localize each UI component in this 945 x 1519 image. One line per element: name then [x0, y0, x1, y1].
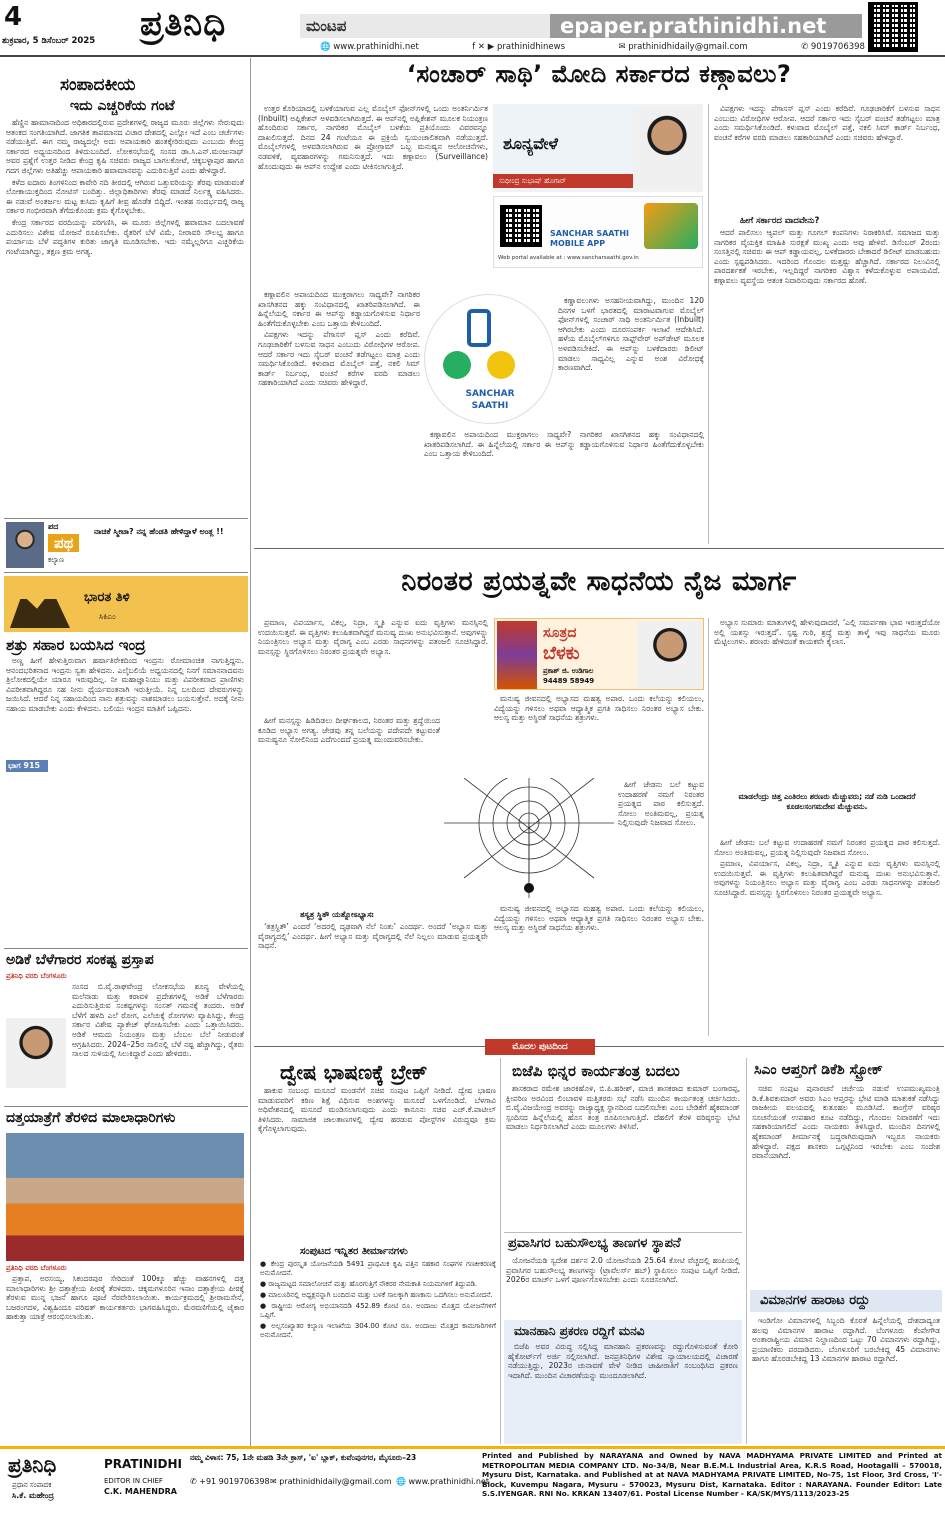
niranthara-para: ಹೀಗೆ ಜೇಡನು ಬಲೆ ಕಟ್ಟುವ ಉದಾಹರಣೆ ನಮಗೆ ನಿರಂತರ ಪ್ರಯತ್ನದ ಪಾಠ ಕಲಿಸುತ್ತದೆ. ಸೋಲು ಅಂತಿಮವಲ್ಲ, ಪ್ರಯತ್ನ ನಿಲ್ಲಿಸುವುದೇ ನಿಜವಾದ ಸೋಲು. — [618, 780, 704, 828]
chief-name-en: C.K. MAHENDRA — [104, 1487, 177, 1496]
sanchar-col3-top — [714, 104, 940, 214]
dwesha-headline: ದ್ವೇಷ ಭಾಷಣಕ್ಕೆ ಬ್ರೇಕ್ — [280, 1060, 428, 1084]
pravasi-para: ಯೋಜನೆಯಡಿ ಸ್ವದೇಶ ದರ್ಶನ 2.0 ಯೋಜನೆಯಡಿ 25.64 ಕೋಟಿ ವೆಚ್ಚದಲ್ಲಿ ಹಂಪಿಯಲ್ಲಿ ಪ್ರವಾಸಿಗರ ಬಹುಸೌಲಭ್ಯ ತಾಣಗಳನ್ನು (ಟ್ರಾವೆಲರ್ಸ್ ಹಬ್) ಸ್ಥಾಪಿಸಲು ಸಂಪುಟ ಒಪ್ಪಿಗೆ ನೀಡಿದೆ. 2026ರ ಮಾರ್ಚ್ ಒಳಗೆ ಪೂರ್ಣಗೊಳಿಸಬೇಕು ಎಂದು ಸೂಚಿಸಲಾಗಿದೆ. — [506, 1256, 740, 1285]
divider — [254, 1046, 944, 1047]
manahani-headline: ಮಾನಹಾನಿ ಪ್ರಕರಣ ರದ್ದಿಗೆ ಮನವಿ — [514, 1324, 645, 1338]
niranthara-col1-bottom — [258, 922, 488, 1034]
bullet-item: ● ಮಾಲೂರಿನಲ್ಲಿ ಅಧ್ಯಕ್ಷನನ್ನಾಗಿ ಬಂದಿರುವ ಮತ್ತು ಬಳಕೆ ಸಾಲಕ್ಕಾಗಿ ಹಣಕಾಸು ಒದಗಿಸಲು ಅನುಮೋದನೆ. — [260, 1291, 493, 1299]
chief-name: ಸಿ.ಕೆ. ಮಹೇಂದ್ರ — [12, 1491, 54, 1500]
niranthara-col3-bottom — [714, 838, 940, 1034]
niranthara-col2-side — [618, 780, 704, 900]
chief-label: ಪ್ರಧಾನ ಸಂಪಾದಕ — [12, 1481, 52, 1489]
divider — [4, 518, 248, 519]
qr-code — [868, 2, 918, 52]
continued-label: ಮೊದಲ ಪುಟದಿಂದ — [485, 1039, 595, 1055]
column-divider — [500, 1058, 501, 1444]
sanchar-headline: ‘ಸಂಚಾರ್ ಸಾಥಿ’ ಮೋದಿ ಸರ್ಕಾರದ ಕಣ್ಗಾವಲು? — [406, 60, 792, 88]
bullet-item: ● ಅಲ್ಪಸಂಖ್ಯಾತರ ಕಲ್ಯಾಣ ಇಲಾಖೆಯ 304.00 ಕೋಟಿ ರೂ. ಅಂದಾಜು ಮೊತ್ತದ ಕಾಮಗಾರಿಗಳಿಗೆ ಅನುಮೋದನೆ. — [260, 1322, 496, 1339]
bjp-body — [506, 1084, 740, 1230]
pravasi-headline: ಪ್ರವಾಸಿಗರ ಬಹುಸೌಲಭ್ಯ ತಾಣಗಳ ಸ್ಥಾಪನೆ — [508, 1236, 681, 1251]
bharata-headline: ಶತ್ರು ಸಹಾರ ಬಯಸಿದ ಇಂದ್ರ — [6, 636, 146, 654]
left-column-divider — [250, 58, 251, 1446]
footer-imprint: Printed and Published by NARAYANA and Owned by NAVA MADHYAMA PRIVATE LIMITED and Printed at METROPOLITAN MEDIA COMPANY LTD. No-34/B, Near B.E.M.L Industrial Area, K.R.S Road, Hootagalli – 570018, Mysuru Dist, Karnataka. and Published at at NAVA MADHYAMA PRIVATE LIMITED, No-75, 1st Floor, 3rd Cross, 'I'- Block, Kuvempu Nagara, Mysuru – 570023, Mysuru Dist, Karnataka. Editor : NARAYANA. Founder Editor: Late S.S.IYENGAR. RNI No. KRKAN 13407/61. Postal License Number - KA/SK/MYS/1113/2023-25 — [482, 1451, 942, 1498]
footer-logo-en: PRATINIDHI — [104, 1457, 183, 1471]
column-label-1: ಸೂತ್ರದ — [543, 625, 577, 641]
column-author: ಸುಧೀಂದ್ರ ಸುಭಾಷ್ ಹೊಗಾರ್ — [493, 174, 633, 188]
editorial-title: ಸಂಪಾದಕೀಯ — [60, 75, 136, 95]
dwesha-para: ಹಾಕುವ ಸಂಬಂಧ ಮಸೂದೆ ಮಂಡನೆಗೆ ಸಚಿವ ಸಂಪುಟ ಒಪ್ಪಿಗೆ ನೀಡಿದೆ. ದ್ವೇಷ ಭಾಷಣ ಮಾಡುವವರಿಗೆ ಕಠಿಣ ಶಿಕ್ಷೆ ವಿಧಿಸುವ ಅಂಶಗಳನ್ನು ಮಸೂದೆ ಒಳಗೊಂಡಿದೆ. ಬೆಳಗಾವಿ ಅಧಿವೇಶನದಲ್ಲಿ ಮಸೂದೆ ಮಂಡಿಸಲಾಗುವುದು ಎಂದು ಕಾನೂನು ಸಚಿವ ಎಚ್.ಕೆ.ಪಾಟೀಲ್ ತಿಳಿಸಿದರು. ಸಾಮಾಜಿಕ ಜಾಲತಾಣಗಳಲ್ಲಿ ದ್ವೇಷ ಹರಡುವ ಪೋಸ್ಟ್‌ಗಳ ವಿರುದ್ಧವೂ ಕ್ರಮ ಕೈಗೊಳ್ಳಲಾಗುವುದು. — [258, 1086, 496, 1134]
cartoon-portrait — [6, 522, 44, 568]
sanchar-para: ಉತ್ತರ ಕೊರಿಯಾದಲ್ಲಿ ಬಳಕೆಯಾಗುವ ಎಲ್ಲ ಮೊಬೈಲ್ ಫೋನ್‌ಗಳಲ್ಲಿ ಒಂದು ಅಂತರ್ನಿರ್ಮಿತ (Inbuilt) ಅಪ್ಲಿಕೇಶನ್ ಅಳವಡಿಸಲಾಗಿರುತ್ತದೆ. ಈ ಆಪ್‌ನಲ್ಲಿ ಅಪ್ಲಿಕೇಶನ್ ಮೂಲಕ ನಿಯಂತ್ರಣ ಹೊಂದಿರುವ ಸರ್ಕಾರ, ನಾಗರಿಕರ ಮೊಬೈಲ್ ಬಳಕೆಯ ಪ್ರತಿಯೊಂದು ವಿವರವನ್ನೂ ದಾಖಲಿಸುತ್ತದೆ. ದಿನದ 24 ಗಂಟೆಯೂ ಈ ಪ್ರಕ್ರಿಯೆ ಸ್ವಯಂಚಾಲಿತವಾಗಿ ನಡೆಯುತ್ತದೆ. ಮೊಬೈಲ್‌ಗಳಲ್ಲಿ ಅಳವಡಿಸಲಾಗಿರುವ ಈ ಪ್ರೋಗ್ರಾಮ್ ಒಬ್ಬ ಮನುಷ್ಯನ ಆಲೋಚನೆಗಳು, ನಡವಳಿಕೆ, ವ್ಯವಹಾರಗಳನ್ನು ಗಮನಿಸುತ್ತದೆ. ಇದು ಕಣ್ಗಾವಲು (Surveillance) ಹೊಂದುವುದು ಈ ಆಪ್‌ನ ಉದ್ದೇಶ ಎಂದು ಟೀಕಿಸಲಾಗುತ್ತಿದೆ. — [258, 104, 488, 171]
app-url: Web portal available at : www.sancharsaathi.gov.in — [498, 255, 639, 261]
niranthara-quote: ಮಾಡಲೆಂದ್ರು ಚಿತ್ತ ಎಂತಿರಲು ಶರಣರು ಮೆಚ್ಚುವರು; ನಡೆ ನುಡಿ ಒಂದಾದರೆ ಕೂಡಲಸಂಗಮದೇವ ಮೆಚ್ಚುವನು. — [738, 792, 916, 811]
column-label: ಶೂನ್ಯವೇಳೆ — [503, 134, 558, 153]
niranthara-para: ಮನುಷ್ಯ ಜೀವನದಲ್ಲಿ ಅಭ್ಯಾಸದ ಮಹತ್ವ ಅಪಾರ. ಒಂದು ಕಲೆಯನ್ನು ಕಲಿಯಲು, ವಿದ್ಯೆಯನ್ನು ಗಳಿಸಲು ಅಥವಾ ಆಧ್ಯಾತ್ಮಿಕ ಪ್ರಗತಿ ಸಾಧಿಸಲು ನಿರಂತರ ಅಭ್ಯಾಸ ಬೇಕು. ಆಲಸ್ಯ ಮತ್ತು ಅಸ್ಥಿರತೆ ಸಾಧನೆಯ ಶತ್ರುಗಳು. — [494, 694, 704, 723]
social-handle[interactable]: f ✕ ▶ prathinidhinews — [472, 42, 566, 52]
sanchar-para: ಕಣ್ಗಾವಲಿನ ಅಪಾಯದಿಂದ ಮುಕ್ತರಾಗಲು ಸಾಧ್ಯವೇ? ನಾಗರಿಕರ ಖಾಸಗಿತನದ ಹಕ್ಕು ಸಂವಿಧಾನದಲ್ಲಿ ಖಾತರಿಪಡಿಸಲಾಗಿದೆ. ಈ ಹಿನ್ನೆಲೆಯಲ್ಲಿ ಸರ್ಕಾರ ಈ ಆಪ್‌ನ್ನು ಕಡ್ಡಾಯಗೊಳಿಸುವ ನಿರ್ಧಾರ ಹಿಂತೆಗೆದುಕೊಳ್ಳಬೇಕು ಎಂಬ ಒತ್ತಾಯ ಕೇಳಿಬಂದಿದೆ. — [424, 430, 704, 459]
niranthara-para: ಹೀಗೆ ಜೇಡನು ಬಲೆ ಕಟ್ಟುವ ಉದಾಹರಣೆ ನಮಗೆ ನಿರಂತರ ಪ್ರಯತ್ನದ ಪಾಠ ಕಲಿಸುತ್ತದೆ. ಸೋಲು ಅಂತಿಮವಲ್ಲ, ಪ್ರಯತ್ನ ನಿಲ್ಲಿಸುವುದೇ ನಿಜವಾದ ಸೋಲು. — [714, 838, 940, 857]
patha-label: ಪಥ — [48, 534, 79, 552]
manahani-box — [504, 1320, 742, 1444]
bharata-sub: ಸಿಕಿಎಂ — [99, 612, 116, 621]
niranthara-para: ಪ್ರಮಾಣ, ವಿಪರ್ಯಾಸ, ವಿಕಲ್ಪ, ನಿದ್ರಾ, ಸ್ಮೃತಿ ಎನ್ನುವ ಐದು ವೃತ್ತಿಗಳು ಮನಸ್ಸಿನಲ್ಲಿ ಉದಯಿಸುತ್ತವೆ. ಈ ವೃತ್ತಿಗಳು ಕಲುಷಿತವಾಗಿದ್ದರೆ ಮನುಷ್ಯ ದುಃಖ ಅನುಭವಿಸುತ್ತಾನೆ. ಅವುಗಳನ್ನು ನಿಯಂತ್ರಿಸಲು ಅಭ್ಯಾಸ ಮತ್ತು ವೈರಾಗ್ಯ ಎಂಬ ಎರಡು ಸಾಧನಗಳನ್ನು ಪತಂಜಲಿ ಸೂಚಿಸಿದ್ದಾರೆ. ಮನಸ್ಸನ್ನು ಸ್ಥಿರಗೊಳಿಸಲು ನಿರಂತರ ಪ್ರಯತ್ನವೇ ಅಭ್ಯಾಸ. — [258, 618, 488, 656]
adike-headline: ಅಡಿಕೆ ಬೆಳೆಗಾರರ ಸಂಕಷ್ಟ ಪ್ರಸ್ತಾಪ — [6, 952, 154, 968]
cm-body — [752, 1084, 940, 1276]
app-promo — [493, 196, 703, 268]
author-photo — [633, 106, 701, 190]
spider-web-illustration — [444, 778, 614, 898]
divider — [504, 1232, 742, 1233]
pada-quote: ನಾಚಿಕೆ ಸ್ಮೀಟಾ? ನನ್ನ ಹೆಂಡತಿ ಹೇಳಿದ್ದಾಳೆ ಅಂತ್ಲ !! — [94, 527, 224, 536]
divider — [4, 1106, 248, 1107]
sanchar-col2-bottom — [424, 430, 704, 542]
divider — [4, 948, 248, 949]
cm-para: ಸಚಿವ ಸಂಪುಟ ಪುನಾರಚನೆ ಚರ್ಚೆಯ ನಡುವೆ ಉಪಮುಖ್ಯಮಂತ್ರಿ ಡಿ.ಕೆ.ಶಿವಕುಮಾರ್ ಅವರು ಸಿಎಂ ಆಪ್ತರನ್ನು ಭೇಟಿ ಮಾಡಿ ಮಾತುಕತೆ ನಡೆಸಿದ್ದು ರಾಜಕೀಯ ವಲಯದಲ್ಲಿ ಕುತೂಹಲ ಮೂಡಿಸಿದೆ. ಕಾಂಗ್ರೆಸ್ ವರಿಷ್ಠರ ಸೂಚನೆಯಂತೆ ಉಪಹಾರ ಕೂಟ ನಡೆದಿದ್ದು, ಗೊಂದಲ ನಿವಾರಣೆಗೆ ಇದು ಸಹಕಾರಿಯಾಗಲಿದೆ ಎಂದು ನಾಯಕರು ತಿಳಿಸಿದ್ದಾರೆ. ಮುಂದಿನ ದಿನಗಳಲ್ಲಿ ಹೈಕಮಾಂಡ್ ತೀರ್ಮಾನಕ್ಕೆ ಬದ್ಧರಾಗಿರುವುದಾಗಿ ಇಬ್ಬರೂ ನಾಯಕರು ಹೇಳಿದ್ದಾರೆ. ಪಕ್ಷದ ಶಾಸಕರು ಒಗ್ಗಟ್ಟಿನಿಂದ ಇರಬೇಕು ಎಂಬ ಸಂದೇಶ ರವಾನೆಯಾಗಿದೆ. — [752, 1084, 940, 1161]
bharata-para: ಅಣ್ಣ ಹೀಗೆ ಹೇಳುತ್ತಿರುವಾಗ ಹರ್ಷಾತಿರೇಕದಿಂದ ಇಂದ್ರನು ರೋಮಾಂಚಿತ ನಾಗುತ್ತಿದ್ದನು. ಆನಂದಭರಿತನಾದ ಇಂದ್ರನು ಸ್ವತಃ ಹೇಳಿದನು. ಎಲೈಬಲಿಯೆ ಅಧ್ಯಯನದಲ್ಲಿ ನಿನಗೆ ಸಮಾನನಾದವನು ತ್ರಿಲೋಕದಲ್ಲಿಯೇ ಯಾರೂ ಇರುವುದಿಲ್ಲ. ನೀ ಮಹಾಜ್ಞಾನಿಯು ಮತ್ತು ವಿಪರೀತವಾದ ಪ್ರಾಣಿಗಳು ವಿಪರೀತವಾಗಿದ್ದರೂ ಸಹ ನೀನು ಧೈರ್ಯವಂತನಾಗಿ ಇರುತ್ತೀಯೆ. ನಿನ್ನ ಬಲದಿಂದ ದೇವರುಗಳನ್ನು ಜಯಿಸಿದೆ. ಆದರೆ ನಿನ್ನ ಸಹಾಯದಿಂದ ನಾನು ಶತ್ರುವನ್ನು ನಾಶಮಾಡಲು ಬಯಸುತ್ತೇನೆ. ಅದಕ್ಕೆ ನೀನು ಸಹಾಯ ಮಾಡಬೇಕು ಎಂದು ಕೇಳಿದನು. ಬಲಿಯು ಇಂದ್ರನ ಮಾತಿಗೆ ಒಪ್ಪಿದನು. — [6, 656, 244, 713]
sanchar-subhead: ಹೀಗೆ ಸರ್ಕಾರದ ವಾದವೇನು? — [740, 216, 820, 226]
sanchar-logo — [424, 294, 554, 424]
adike-para: ಸಂಸದ ಬಿ.ವೈ.ರಾಘವೇಂದ್ರ ಲೋಕಸಭೆಯ ಶೂನ್ಯ ವೇಳೆಯಲ್ಲಿ ಮಲೆನಾಡು ಮತ್ತು ಕರಾವಳಿ ಪ್ರದೇಶಗಳಲ್ಲಿ ಅಡಿಕೆ ಬೆಳೆಗಾರರು ಎದುರಿಸುತ್ತಿರುವ ಸಂಕಷ್ಟಗಳನ್ನು ಸಂಸತ್ ಗಮನಕ್ಕೆ ತಂದರು. ಅಡಿಕೆ ಬೆಳೆಗೆ ಹಳದಿ ಎಲೆ ರೋಗ, ಎಲೆಚುಕ್ಕೆ ರೋಗಗಳು ವ್ಯಾಪಿಸಿದ್ದು, ಕೇಂದ್ರ ಸರ್ಕಾರ ವಿಶೇಷ ಪ್ಯಾಕೇಜ್ ಘೋಷಿಸಬೇಕು ಎಂದು ಒತ್ತಾಯಿಸಿದರು. ಅಡಿಕೆ ಆಮದು ನಿಯಂತ್ರಣ ಮತ್ತು ಬೆಂಬಲ ಬೆಲೆ ನೀಡುವಂತೆ ಆಗ್ರಹಿಸಿದರು. 2024–25ರ ಸಾಲಿನಲ್ಲಿ ಬೆಳೆ ನಷ್ಟ ಹೆಚ್ಚಾಗಿದ್ದು, ರೈತರು ಸಾಲದ ಸುಳಿಯಲ್ಲಿ ಸಿಲುಕಿದ್ದಾರೆ ಎಂದು ಹೇಳಿದರು. — [72, 982, 244, 1059]
niranthara-col1-mid — [258, 716, 440, 906]
author-photo — [637, 621, 703, 689]
pada-label: ಪದ — [48, 522, 59, 531]
sanchar-para: ವಿಪಕ್ಷಗಳು ಇದನ್ನು ಪೆಗಾಸಸ್ ಪ್ಲಸ್ ಎಂದು ಕರೆದಿವೆ. ಗೂಢಚಾರಿಕೆಗೆ ಬಳಸುವ ಸಾಧನ ಎಂಬುದು ವಿರೋಧಿಗಳ ಆರೋಪ. ಆದರೆ ಸರ್ಕಾರ ಇದು ಸೈಬರ್ ವಂಚನೆ ತಡೆಗಟ್ಟಲು ಮಾತ್ರ ಎಂದು ಸಮರ್ಥಿಸಿಕೊಂಡಿದೆ. ಕಳುವಾದ ಮೊಬೈಲ್ ಪತ್ತೆ, ನಕಲಿ ಸಿಮ್ ಕಾರ್ಡ್ ನಿರ್ಬಂಧ, ವಂಚನೆ ಕರೆಗಳ ವರದಿ ಮಾಡಲು ಸಹಕಾರಿಯಾಗಿದೆ ಎಂದು ಸಚಿವರು ಹೇಳಿದ್ದಾರೆ. — [714, 104, 940, 142]
sanchar-col2 — [558, 296, 704, 430]
bharata-body — [6, 656, 244, 946]
column-banner — [494, 618, 704, 690]
editorial-para: ಹೆಣ್ಣಿನ ಹಾಮಾನಾದಿಂದ ಅಧಿಕಾರದಲ್ಲಿರುವ ಪ್ರದೇಶಗಳಲ್ಲಿ ರಾಜ್ಯದ ಮೂರು ಜಿಲ್ಲೆಗಳು ಸೇರುವುದು ಆತಂಕದ ಸಂಗತಿಯಾಗಿದೆ. ಜಾಗತಿಕ ತಾಪಮಾನದ ವಿಚಾರ ದೇಶದಲ್ಲಿ ಎಲ್ಲೋ ಇದೆ ಎಂಬ ಚರ್ಚೆಗಳು ನಡೆಯುತ್ತಿವೆ. ಈಗ ನಮ್ಮ ರಾಜ್ಯದಲ್ಲೇ ಅದು ಅಪಾಯಕಾರಿ ಹಂತಕ್ಕೇರಿರುವುದು ಎಂಬುದು ಕೇಂದ್ರ ಸರ್ಕಾರದ ಅಧ್ಯಯನದಿಂದ ತಿಳಿದುಬಂದಿದೆ. ಲೋಕಸಭೆಯಲ್ಲಿ ಸಂಸದ ಡಾ.ಸಿ.ಎನ್.ಮಂಜುನಾಥ್ ಅವರ ಪ್ರಶ್ನೆಗೆ ಉತ್ತರ ನೀಡಿದ ಕೇಂದ್ರ ಕೃಷಿ ಸಚಿವರು ರಾಜ್ಯದ ಬಾಗಲಕೋಟೆ, ಚಿಕ್ಕಬಳ್ಳಾಪುರ ಹಾಗೂ ಗದಗ ಜಿಲ್ಲೆಗಳು ಅತಿಹೆಚ್ಚು ಆಪಾಯಕಾರಿ ಹವಾಮಾನವನ್ನು ಎದುರಿಸುತ್ತಿವೆ ಎಂದು ಹೇಳಿದ್ದಾರೆ. — [6, 118, 244, 175]
logo-text-saathi: SAATHI — [471, 401, 509, 411]
spider-web-icon — [444, 778, 614, 898]
sanchar-para: ಕಣ್ಗಾವಲಿನ ಅಪಾಯದಿಂದ ಮುಕ್ತರಾಗಲು ಸಾಧ್ಯವೇ? ನಾಗರಿಕರ ಖಾಸಗಿತನದ ಹಕ್ಕು ಸಂವಿಧಾನದಲ್ಲಿ ಖಾತರಿಪಡಿಸಲಾಗಿದೆ. ಈ ಹಿನ್ನೆಲೆಯಲ್ಲಿ ಸರ್ಕಾರ ಈ ಆಪ್‌ನ್ನು ಕಡ್ಡಾಯಗೊಳಿಸುವ ನಿರ್ಧಾರ ಹಿಂತೆಗೆದುಕೊಳ್ಳಬೇಕು ಎಂಬ ಒತ್ತಾಯ ಕೇಳಿಬಂದಿದೆ. — [258, 290, 420, 328]
bjp-para: ಶಾಸಕರಾದ ರಮೇಶ ಜಾರಕಿಹೊಳಿ, ಬಿ.ಪಿ.ಹರೀಶ್, ಮಾಜಿ ಶಾಸಕರಾದ ಕುಮಾರ್ ಬಂಗಾರಪ್ಪ, ಕ್ಷೀಪರಿಣ ಅರವಿಂದ ಲಿಂಬಾವಳಿ ಮತ್ತಿತರರು ಸಭೆ ನಡೆಸಿ ಮುಂದಿನ ಕಾರ್ಯತಂತ್ರ ಚರ್ಚಿಸಿದರು. ಬಿ.ವೈ.ವಿಜಯೇಂದ್ರ ಅವರನ್ನು ರಾಜ್ಯಾಧ್ಯಕ್ಷ ಸ್ಥಾನದಿಂದ ಬದಲಿಸಬೇಕು ಎಂಬ ಬೇಡಿಕೆಗೆ ಹೈಕಮಾಂಡ್ ಸ್ಪಂದಿಸದ ಹಿನ್ನೆಲೆಯಲ್ಲಿ ಹೊಸ ತಂತ್ರ ರೂಪಿಸಲಾಗುತ್ತಿದೆ. ದೆಹಲಿಗೆ ತೆರಳಿ ವರಿಷ್ಠರನ್ನು ಭೇಟಿ ಮಾಡಲು ನಿರ್ಧರಿಸಲಾಗಿದೆ ಎಂದು ಮೂಲಗಳು ತಿಳಿಸಿವೆ. — [506, 1084, 740, 1132]
sanchar-col3 — [714, 228, 940, 542]
niranthara-col1-top — [258, 618, 488, 714]
niranthara-col3-top — [714, 618, 940, 788]
niranthara-para: ‘ತತ್ರಸ್ಥಿತೌ’ ಎಂದರೆ ‘ಅದರಲ್ಲಿ ದೃಢವಾಗಿ ನೆಲೆ ನಿಂತು’ ಎಂದರ್ಥ. ಅಂದರೆ ‘ಅಭ್ಯಾಸ ಮತ್ತು ವೈರಾಗ್ಯದಲ್ಲಿ’ ಎಂದರ್ಥ. ಹೀಗೆ ಅಭ್ಯಾಸ ಮತ್ತು ವೈರಾಗ್ಯದಲ್ಲಿ ನೆಲೆ ನಿಲ್ಲಲು ಮಾಡುವ ಪ್ರಯತ್ನವೇ ಸಾಧನೆ. — [258, 922, 488, 951]
datta-para: ಪ್ರತ್ತಾಪ, ಅರಸಯ್ಯ, ಸಿಕಂದರಪುರ ಸೇರಿದಂತೆ 100ಕ್ಕೂ ಹೆಚ್ಚು ವಾಹನಗಳಲ್ಲಿ ದತ್ತ ಮಾಲಾಧಾರಿಗಳು ಶ್ರೀ ದತ್ತಾತ್ರೇಯ ಪೀಠಕ್ಕೆ ತೆರಳಿದರು. ಚಿಕ್ಕಮಗಳೂರಿನ ಇನಾಂ ದತ್ತಾತ್ರೇಯ ಪೀಠಕ್ಕೆ ತೆರಳುವ ಮುನ್ನ ಭಜನೆ ಹಾಗೂ ಪೂಜೆ ನೆರವೇರಿಸಲಾಯಿತು. ಕಾರ್ಯಕ್ರಮದಲ್ಲಿ ಶ್ರೀರಾಮಸೇನೆ, ಬಜರಂಗದಳ, ವಿಶ್ವಹಿಂದೂ ಪರಿಷತ್ ಕಾರ್ಯಕರ್ತರು ಭಾಗವಹಿಸಿದ್ದರು. ಮೆರವಣಿಗೆಯಲ್ಲಿ ಜೈಕಾರ ಹಾಕುತ್ತಾ ಯಾತ್ರೆ ಆರಂಭಿಸಲಾಯಿತು. — [6, 1274, 244, 1322]
niranthara-para: ಹೀಗೆ ಮನಸ್ಸನ್ನು ಹಿಡಿದಿಡಲು ದೀರ್ಘಕಾಲದ, ನಿರಂತರ ಮತ್ತು ಶ್ರದ್ಧೆಯಿಂದ ಕೂಡಿದ ಅಭ್ಯಾಸ ಅಗತ್ಯ. ಜೇಡವು ತನ್ನ ಬಲೆಯನ್ನು ಪದೇಪದೇ ಕಟ್ಟುವಂತೆ ಮನುಷ್ಯನೂ ಸೋಲಿನಿಂದ ಎದೆಗುಂದದೆ ಪ್ರಯತ್ನ ಮುಂದುವರಿಸಬೇಕು. — [258, 716, 440, 745]
footer-web[interactable]: 🌐 www.prathinidhi.net — [396, 1477, 489, 1486]
dwesha-body — [258, 1086, 496, 1244]
bullet-item: ● ರಾಜ್ಯಮಟ್ಟದ ಸಮಾಲೋಚನೆ ಮತ್ತು ಹೊರಗುತ್ತಿಗೆ ನೌಕರರ ನೇಮಕಾತಿ ನಿಯಮಗಳಿಗೆ ತಿದ್ದುಪಡಿ. — [260, 1280, 478, 1288]
page-number: 4 — [4, 2, 23, 32]
section-name: ಮಂಟಪ — [306, 17, 347, 35]
editorial-para: ಕಳೆದ ಐದಾರು ತಿಂಗಳಿನಿಂದ ಕಾವೇರಿ ನದಿ ತೀರದಲ್ಲಿ ಆಗಿರುವ ಒತ್ತುವರಿಯನ್ನು ತೆರವು ಮಾಡುವಂತೆ ಲೋಕಾಯುಕ್ತದಿಂದ ನೋಟಿಸ್ ಬಂದಿತ್ತು. ಜಿಲ್ಲಾಧಿಕಾರಿಗಳು ತೆರವು ಮಾಡದೆ ನಿರ್ಲಕ್ಷ್ಯ ವಹಿಸಿದರು. ಈ ನಡುವೆ ಅಂತರ್ಜಲ ಮಟ್ಟ ಕುಸಿದು ಕೃಷಿಗೆ ತೀವ್ರ ಹೊಡೆತ ಬಿದ್ದಿದೆ. ಇಂತಹ ಸಂದರ್ಭದಲ್ಲಿ ರಾಜ್ಯ ಸರ್ಕಾರ ಗಂಭೀರವಾಗಿ ತೆಗೆದುಕೊಂಡು ಕ್ರಮ ಕೈಗೊಳ್ಳಬೇಕು. — [6, 177, 244, 216]
issue-date: ಶುಕ್ರವಾರ, 5 ಡಿಸೆಂಬರ್ 2025 — [2, 36, 96, 46]
phone-icon — [467, 309, 491, 347]
footer — [0, 1446, 945, 1519]
bharata-title: ಭಾರತ ತಿಳಿ — [84, 590, 130, 605]
logo-text-sanchar: SANCHAR — [465, 389, 515, 399]
divider — [254, 548, 944, 549]
person-green-icon — [443, 351, 471, 379]
footer-address: ನಮ್ಮ ವಿಳಾಸ: 75, 1ನೇ ಮಹಡಿ 3ನೇ ಕ್ರಾಸ್, 'ಐ' ಬ್ಲಾಕ್, ಕುವೆಂಪುನಗರ, ಮೈಸೂರು–23 — [190, 1453, 417, 1462]
niranthara-col2-top — [494, 694, 704, 778]
datta-procession-photo — [6, 1133, 244, 1261]
bharata-banner — [4, 576, 248, 632]
sanchar-col1-bottom — [258, 290, 420, 540]
chariot-silhouette-icon — [10, 580, 70, 628]
sanchar-col1-top — [258, 104, 488, 288]
footer-phone: ✆ +91 9019706398 — [190, 1477, 270, 1486]
niranthara-subhead: ತಸ್ಯತ್ರ ಸ್ಥಿತೌ ಯತ್ನೋಽಭ್ಯಾಸಃ — [300, 910, 374, 919]
footer-logo: ಪ್ರತಿನಿಧಿ — [8, 1453, 57, 1477]
app-subtitle: MOBILE APP — [550, 239, 606, 248]
cm-headline: ಸಿಎಂ ಆಪ್ತರಿಗೆ ಡಿಕೆಶಿ ಸ್ಟ್ರೋಕ್ — [754, 1062, 883, 1078]
bjp-headline: ಬಿಜೆಪಿ ಭಿನ್ನರ ಕಾರ್ಯತಂತ್ರ ಬದಲು — [512, 1062, 680, 1080]
epaper-url[interactable]: epaper.prathinidhi.net — [550, 14, 862, 38]
manahani-body — [508, 1342, 738, 1442]
vimana-headline: ವಿಮಾನಗಳ ಹಾರಾಟ ರದ್ದು — [760, 1293, 870, 1308]
masthead-logo: ಪ್ರತಿನಿಧಿ — [140, 4, 227, 44]
sanchar-para: ವಿಪಕ್ಷಗಳು ಇದನ್ನು ಪೆಗಾಸಸ್ ಪ್ಲಸ್ ಎಂದು ಕರೆದಿವೆ. ಗೂಢಚಾರಿಕೆಗೆ ಬಳಸುವ ಸಾಧನ ಎಂಬುದು ವಿರೋಧಿಗಳ ಆರೋಪ. ಆದರೆ ಸರ್ಕಾರ ಇದು ಸೈಬರ್ ವಂಚನೆ ತಡೆಗಟ್ಟಲು ಮಾತ್ರ ಎಂದು ಸಮರ್ಥಿಸಿಕೊಂಡಿದೆ. ಕಳುವಾದ ಮೊಬೈಲ್ ಪತ್ತೆ, ನಕಲಿ ಸಿಮ್ ಕಾರ್ಡ್ ನಿರ್ಬಂಧ, ವಂಚನೆ ಕರೆಗಳ ವರದಿ ಮಾಡಲು ಸಹಕಾರಿಯಾಗಿದೆ ಎಂದು ಸಚಿವರು ಹೇಳಿದ್ದಾರೆ. — [258, 330, 420, 388]
adike-byline: ಪ್ರತಿನಿಧಿ ವರದಿ ಬೆಂಗಳೂರು — [6, 972, 67, 980]
column-author: ಪ್ರಕಾಶ್ ಜಿ. ಉಡಿಗಾಲ — [543, 667, 594, 675]
niranthara-para: ಅಭ್ಯಾಸ ಸುಮಾರು ಮಾತುಗಳಲ್ಲಿ ಹೇಳುವುದಾದರೆ, ‘ಎಲ್ಲಿ ಸಮರ್ಪಣಾ ಭಾವ ಇರುತ್ತದೆಯೋ ಅಲ್ಲಿ ಯಶಸ್ಸು ಇರುತ್ತದೆ’. ಸ್ಪಷ್ಟ ಗುರಿ, ಶ್ರದ್ಧೆ ಮತ್ತು ತಾಳ್ಮೆ ಇವು ಸಾಧನೆಯ ಮೂರು ಮೆಟ್ಟಿಲುಗಳು. ಶರಣರು ಹೇಳಿದಂತೆ ಕಾಯಕವೇ ಕೈಲಾಸ. — [714, 618, 940, 647]
column-divider — [708, 618, 709, 1036]
person-yellow-icon — [487, 351, 515, 379]
pada-author: ಕಲ್ಯಾಣ — [48, 556, 65, 564]
sanchar-col2-top — [493, 272, 703, 292]
footer-email[interactable]: ✉ prathinidhidaily@gmail.com — [270, 1477, 392, 1486]
niranthara-headline: ನಿರಂತರ ಪ್ರಯತ್ನವೇ ಸಾಧನೆಯ ನೈಜ ಮಾರ್ಗ — [401, 566, 797, 597]
section-band — [300, 14, 550, 38]
bullet-item: ● ಕೇಂದ್ರ ಪುರಸ್ಕೃತ ಯೋಜನೆಯಡಿ 5491 ಪ್ರಾಥಮಿಕ ಕೃಷಿ ಪತ್ತಿನ ಸಹಕಾರ ಸಂಘಗಳ ಗಣಕೀಕರಣಕ್ಕೆ ಅನುಮೋದನೆ. — [260, 1260, 496, 1277]
niranthara-para: ಪ್ರಮಾಣ, ವಿಪರ್ಯಾಸ, ವಿಕಲ್ಪ, ನಿದ್ರಾ, ಸ್ಮೃತಿ ಎನ್ನುವ ಐದು ವೃತ್ತಿಗಳು ಮನಸ್ಸಿನಲ್ಲಿ ಉದಯಿಸುತ್ತವೆ. ಈ ವೃತ್ತಿಗಳು ಕಲುಷಿತವಾಗಿದ್ದರೆ ಮನುಷ್ಯ ದುಃಖ ಅನುಭವಿಸುತ್ತಾನೆ. ಅವುಗಳನ್ನು ನಿಯಂತ್ರಿಸಲು ಅಭ್ಯಾಸ ಮತ್ತು ವೈರಾಗ್ಯ ಎಂಬ ಎರಡು ಸಾಧನಗಳನ್ನು ಪತಂಜಲಿ ಸೂಚಿಸಿದ್ದಾರೆ. ಮನಸ್ಸನ್ನು ಸ್ಥಿರಗೊಳಿಸಲು ನಿರಂತರ ಪ್ರಯತ್ನವೇ ಅಭ್ಯಾಸ. — [714, 859, 940, 897]
sanchar-para: ಕಣ್ಣಾವಲುಗಳು ಅಸಹನೀಯವಾಗಿದ್ದು, ಮುಂದಿನ 120 ದಿನಗಳ ಒಳಗೆ ಭಾರತದಲ್ಲಿ ಮಾರಾಟವಾಗುವ ಮೊಬೈಲ್ ಫೋನ್‌ಗಳಲ್ಲಿ ಸಂಚಾರ್ ಸಾಥಿ ಅಂತರ್ನಿರ್ಮಿತ (Inbuilt) ಆಗಿರಬೇಕು ಎಂದು ದೂರಸಂಪರ್ಕ ಇಲಾಖೆ ಆದೇಶಿಸಿದೆ. ಹಳೆಯ ಮೊಬೈಲ್‌ಗಳಿಗೂ ಸಾಫ್ಟ್‌ವೇರ್ ಅಪ್‌ಡೇಟ್ ಮೂಲಕ ಅಳವಡಿಸಬೇಕಿದೆ. ಈ ಆಪ್‌ನ್ನು ಬಳಕೆದಾರರು ಡಿಲೀಟ್ ಮಾಡಲು ಸಾಧ್ಯವಿಲ್ಲ ಎನ್ನುವ ಅಂಶ ವಿರೋಧಕ್ಕೆ ಕಾರಣವಾಗಿದೆ. — [558, 296, 704, 373]
phone-number: ✆ 9019706398 — [801, 42, 865, 52]
website-link[interactable]: 🌐 www.prathinidhi.net — [320, 42, 419, 52]
editorial-para: ಕೇಂದ್ರ ಸರ್ಕಾರದ ವರದಿಯನ್ನು ಪರಿಗಣಿಸಿ, ಈ ಮೂರು ಜಿಲ್ಲೆಗಳಲ್ಲಿ ಹವಾಮಾನ ಬದಲಾವಣೆ ಎದುರಿಸಲು ವಿಶೇಷ ಯೋಜನೆ ರೂಪಿಸಬೇಕು. ರೈತರಿಗೆ ಬೆಳೆ ವಿಮೆ, ನೀರಾವರಿ ಸೌಲಭ್ಯ ಹಾಗೂ ಪರ್ಯಾಯ ಬೆಳೆ ಪದ್ಧತಿಗಳ ಕುರಿತು ಜಾಗೃತಿ ಮೂಡಿಸಬೇಕು. ಇದು ನಮ್ಮೆಲ್ಲರಿಗೂ ಎಚ್ಚರಿಕೆಯ ಗಂಟೆಯಾಗಿದ್ದು, ತಕ್ಷಣ ಕ್ರಮ ಅಗತ್ಯ. — [6, 217, 244, 256]
manahani-para: ಬಿಜೆಪಿ ಅವರ ವಿರುದ್ಧ ಸಲ್ಲಿಸಿದ್ದ ಮಾನಹಾನಿ ಪ್ರಕರಣವನ್ನು ರದ್ದುಗೊಳಿಸುವಂತೆ ಕೋರಿ ಹೈಕೋರ್ಟ್‌ಗೆ ಅರ್ಜಿ ಸಲ್ಲಿಸಲಾಗಿದೆ. ಜನಪ್ರತಿನಿಧಿಗಳ ವಿಶೇಷ ನ್ಯಾಯಾಲಯದಲ್ಲಿ ವಿಚಾರಣೆ ನಡೆಯುತ್ತಿದ್ದು, 2023ರ ಚುನಾವಣೆ ವೇಳೆ ನೀಡಿದ ಜಾಹೀರಾತಿಗೆ ಸಂಬಂಧಿಸಿದ ಪ್ರಕರಣ ಇದಾಗಿದೆ. ಮುಂದಿನ ವಿಚಾರಣೆಯನ್ನು ಮುಂದೂಡಲಾಗಿದೆ. — [508, 1342, 738, 1380]
email-link[interactable]: ✉ prathinidhidaily@gmail.com — [618, 42, 748, 52]
vimana-body — [752, 1316, 940, 1444]
app-qr-code — [500, 205, 542, 247]
episode-badge: ಭಾಗ 915 — [6, 760, 48, 772]
niranthara-col2-bottom — [494, 904, 704, 1034]
vimana-header-box — [750, 1290, 942, 1312]
temple-deity-image — [497, 621, 537, 689]
column-divider — [746, 1058, 747, 1444]
contact-bar — [320, 40, 865, 54]
vimana-para: ಇಂಡಿಗೋ ವಿಮಾನಗಳಲ್ಲಿ ಸಿಬ್ಬಂದಿ ಕೊರತೆ ಹಿನ್ನೆಲೆಯಲ್ಲಿ ದೇಶದಾದ್ಯಂತ ಹಲವು ವಿಮಾನಗಳ ಹಾರಾಟ ರದ್ದಾಗಿದೆ. ಬೆಂಗಳೂರು ಕೆಂಪೇಗೌಡ ಅಂತಾರಾಷ್ಟ್ರೀಯ ವಿಮಾನ ನಿಲ್ದಾಣದಿಂದ ಒಟ್ಟು 70 ವಿಮಾನಗಳು ರದ್ದಾಗಿದ್ದು, ಪ್ರಯಾಣಿಕರು ಪರದಾಡಿದರು. ಬೆಂಗಳೂರಿಗೆ ಬರಬೇಕಿದ್ದ 45 ವಿಮಾನಗಳು ಹಾಗೂ ಹೊರಡಬೇಕಿದ್ದ 13 ವಿಮಾನಗಳ ಹಾರಾಟ ರದ್ದಾಗಿದೆ. — [752, 1316, 940, 1364]
column-label-2: ಬೆಳಕು — [543, 643, 580, 664]
divider — [4, 572, 248, 573]
masthead-rule — [0, 55, 945, 57]
bullet-item: ● ರಾಷ್ಟ್ರೀಯ ಆರೋಗ್ಯ ಅಭಿಯಾನದಡಿ 452.89 ಕೋಟಿ ರೂ. ಅಂದಾಜು ಮೊತ್ತದ ಯೋಜನೆಗಳಿಗೆ ಒಪ್ಪಿಗೆ. — [260, 1302, 496, 1319]
sanchar-para: ಆದರೆ ಪಾಲಿಸಲು ಆ್ಯಪಲ್ ಮತ್ತು ಗೂಗಲ್ ಕಂಪನಿಗಳು ನಿರಾಕರಿಸಿವೆ. ಸಮಾಜದ ಮತ್ತು ನಾಗರಿಕರ ವೈಯಕ್ತಿಕ ಮಾಹಿತಿ ಸುರಕ್ಷತೆ ಮುಖ್ಯ ಎಂದು ಅವು ಹೇಳಿವೆ. ಡಿಸೆಂಬರ್ 2ರಂದು ಸಂಸತ್ತಿನಲ್ಲಿ ಸಚಿವರು ಈ ಆಪ್ ಕಡ್ಡಾಯವಲ್ಲ, ಬಳಕೆದಾರರು ಬೇಕಾದರೆ ಡಿಲೀಟ್ ಮಾಡಬಹುದು ಎಂದು ಸ್ಪಷ್ಟಪಡಿಸಿದರು. ಇದರಿಂದ ಗೊಂದಲ ಮತ್ತಷ್ಟು ಹೆಚ್ಚಾಗಿದೆ. ಸರ್ಕಾರದ ನಿಲುವಿನಲ್ಲಿ ಪಾರದರ್ಶಕತೆ ಇರಬೇಕು, ಇಲ್ಲದಿದ್ದರೆ ನಾಗರಿಕರ ವಿಶ್ವಾಸ ಕಳೆದುಕೊಳ್ಳುವ ಅಪಾಯವಿದೆ. ಕಣ್ಗಾವಲು ವ್ಯವಸ್ಥೆಯ ಆತಂಕ ನಿವಾರಿಸುವುದು ಸರ್ಕಾರದ ಹೊಣೆ. — [714, 228, 940, 285]
dwesha-subhead: ಸಂಪುಟದ ಇನ್ನಿತರ ತೀರ್ಮಾನಗಳು — [300, 1246, 408, 1257]
column-divider — [708, 104, 709, 544]
editorial-headline: ಇದು ಎಚ್ಚರಿಕೆಯ ಗಂಟೆ — [70, 98, 175, 114]
datta-byline: ಪ್ರತಿನಿಧಿ ವರದಿ ಬೆಂಗಳೂರು — [6, 1264, 67, 1272]
pada-photo — [6, 522, 44, 568]
dwesha-bullets — [260, 1260, 496, 1444]
niranthara-para: ಮನುಷ್ಯ ಜೀವನದಲ್ಲಿ ಅಭ್ಯಾಸದ ಮಹತ್ವ ಅಪಾರ. ಒಂದು ಕಲೆಯನ್ನು ಕಲಿಯಲು, ವಿದ್ಯೆಯನ್ನು ಗಳಿಸಲು ಅಥವಾ ಆಧ್ಯಾತ್ಮಿಕ ಪ್ರಗತಿ ಸಾಧಿಸಲು ನಿರಂತರ ಅಭ್ಯಾಸ ಬೇಕು. ಆಲಸ್ಯ ಮತ್ತು ಅಸ್ಥಿರತೆ ಸಾಧನೆಯ ಶತ್ರುಗಳು. — [494, 904, 704, 933]
datta-headline: ದತ್ತಯಾತ್ರೆಗೆ ತೆರಳಿದ ಮಾಲಾಧಾರಿಗಳು — [6, 1110, 176, 1126]
adike-body — [6, 982, 244, 1100]
column-banner — [493, 104, 703, 192]
app-title: SANCHAR SAATHI — [550, 229, 630, 238]
pravasi-body — [506, 1256, 740, 1318]
phone-mockup-icon — [644, 203, 698, 249]
author-phone: 94489 58949 — [543, 677, 595, 685]
chief-label-en: EDITOR IN CHIEF — [104, 1477, 163, 1485]
datta-body — [6, 1274, 244, 1442]
editorial-body — [6, 118, 244, 516]
